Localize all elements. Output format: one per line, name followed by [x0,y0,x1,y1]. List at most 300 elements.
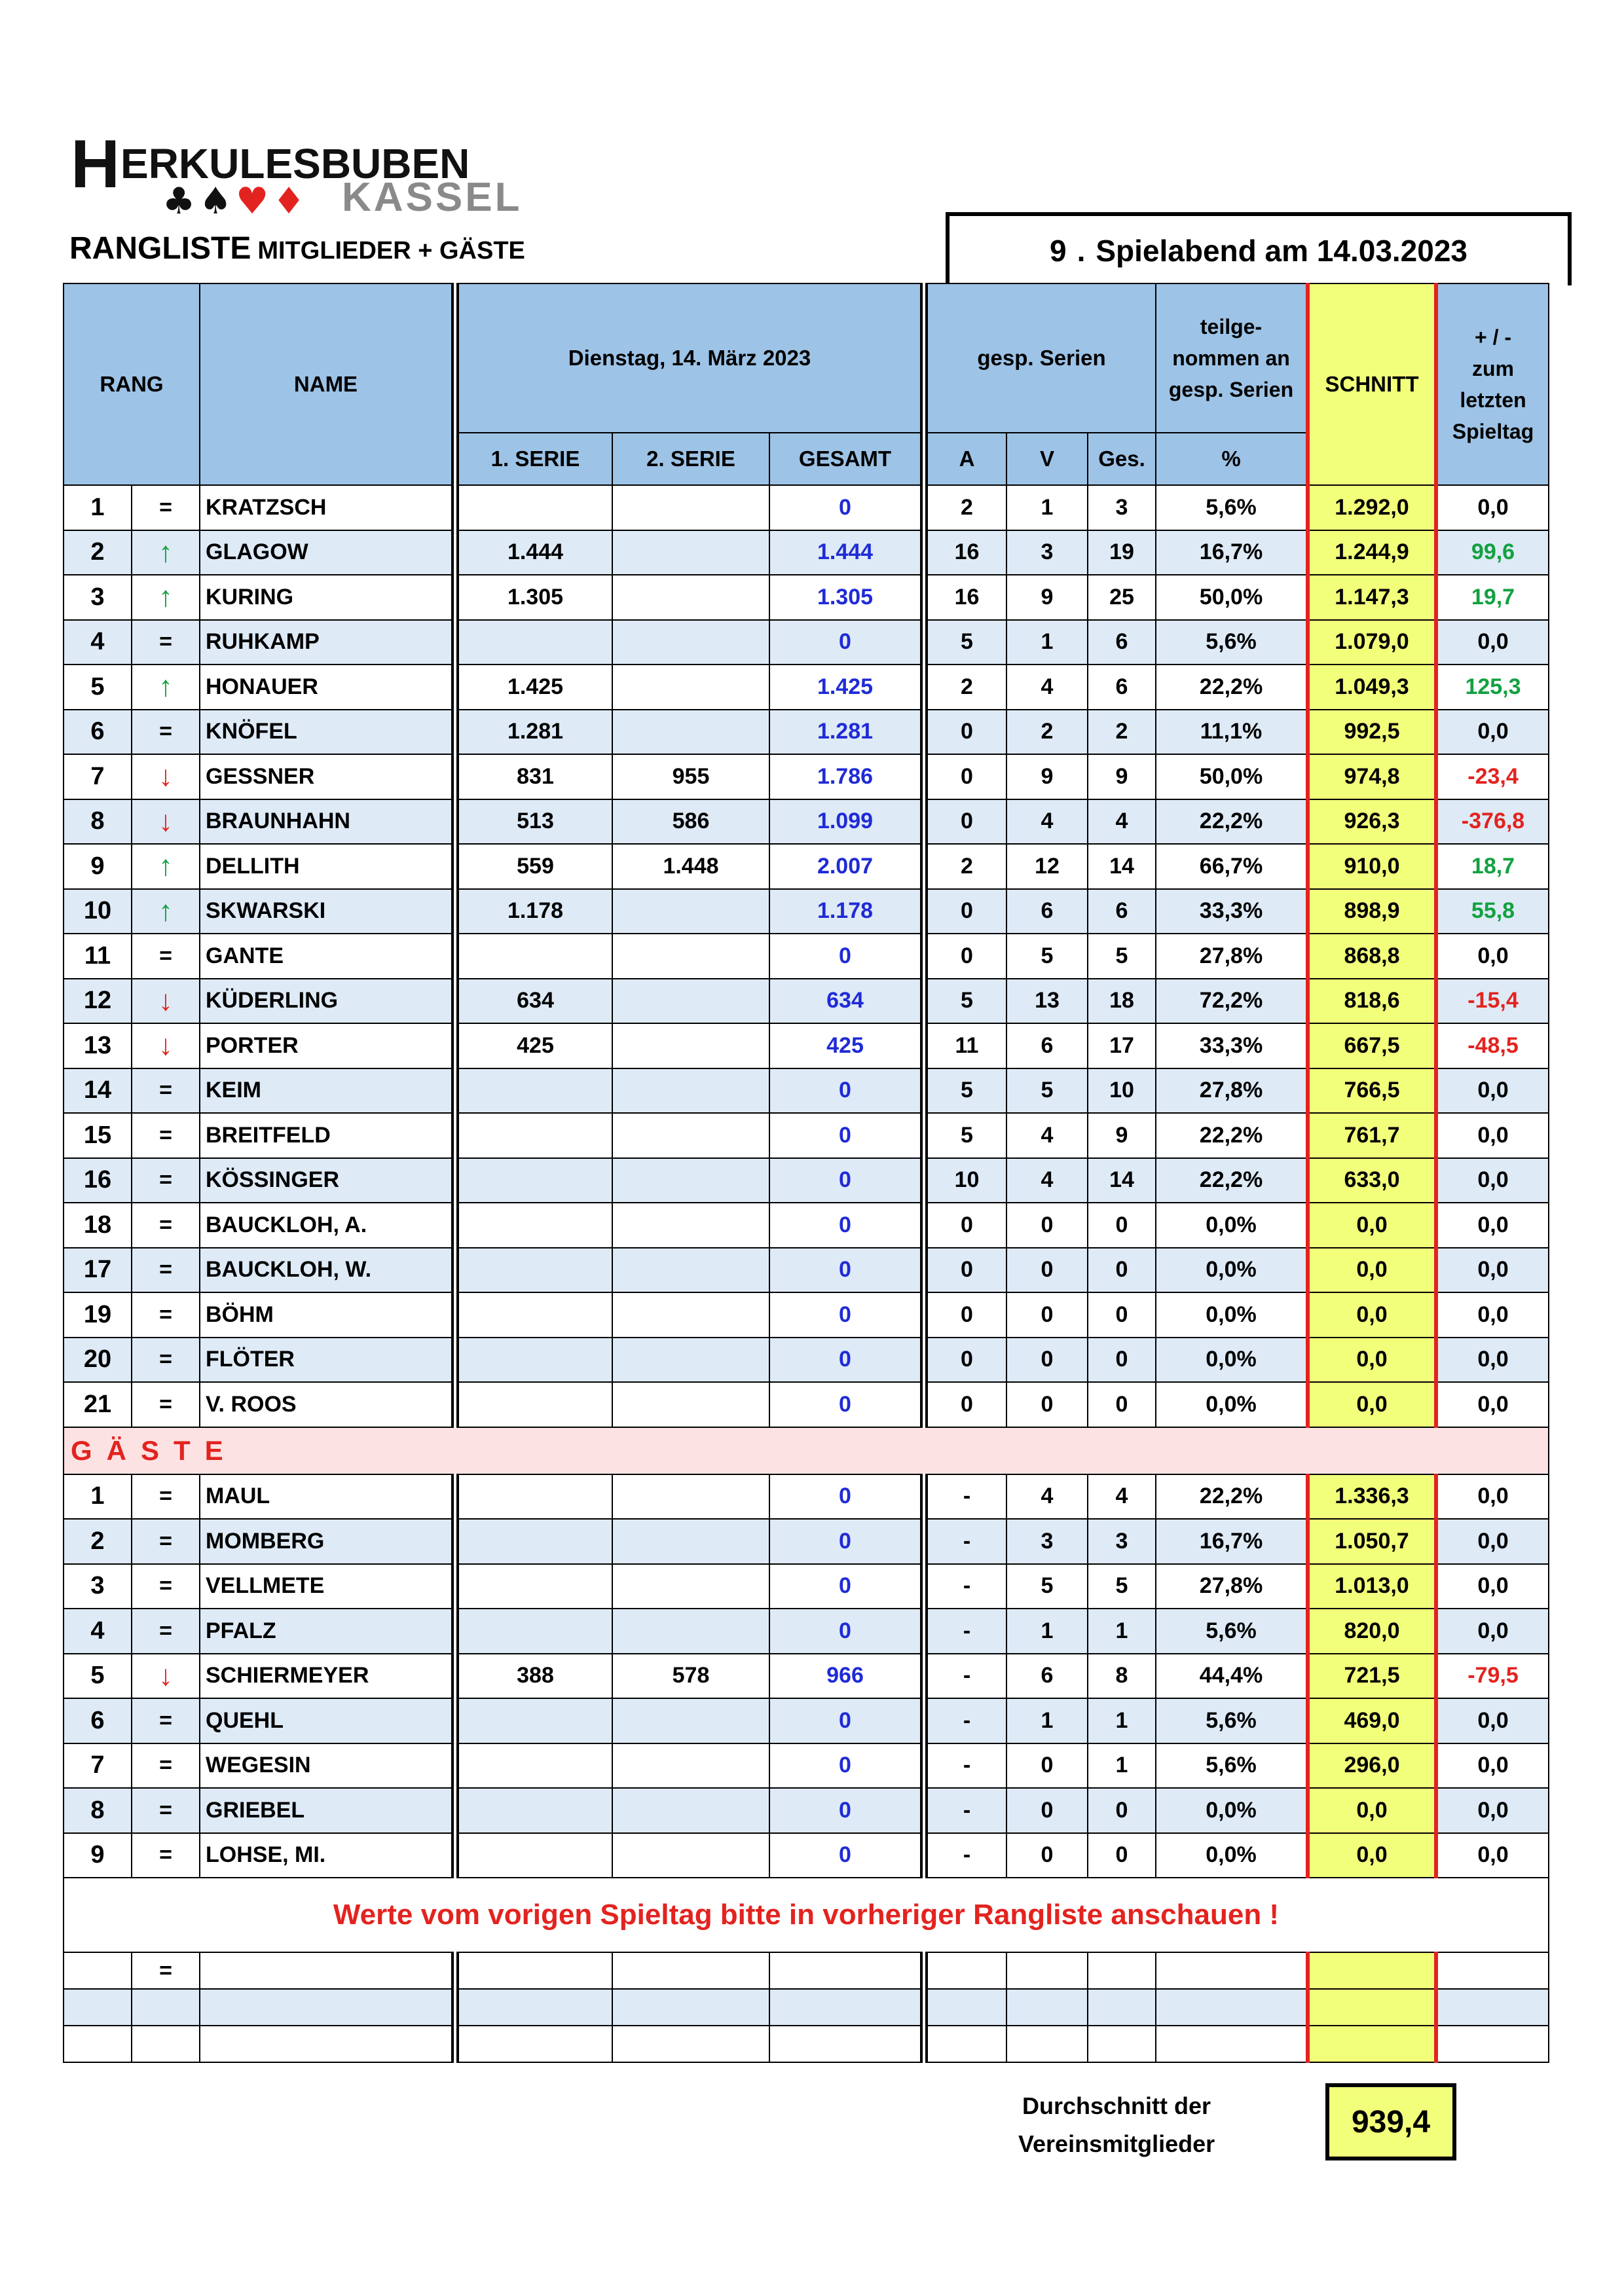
serie2-cell [612,1564,769,1609]
member-row [64,710,1549,755]
ges-cell: 4 [1088,799,1156,845]
pct-cell: 22,2% [1156,665,1308,710]
arrow-down-icon: ↓ [158,760,173,793]
ges-cell [1088,2026,1156,2062]
schnitt-cell: 0,0 [1308,1292,1436,1338]
a-cell: 2 [924,485,1006,530]
a-cell: - [924,1609,1006,1654]
serie2-cell [612,485,769,530]
pct-cell: 27,8% [1156,1068,1308,1114]
trend-cell [132,1068,200,1114]
rang-cell: 20 [64,1338,132,1383]
trend-cell [132,620,200,665]
serie2-cell [612,1474,769,1520]
equal-icon: = [159,1122,172,1148]
a-cell: 0 [924,1338,1006,1383]
gesamt-cell: 0 [769,1474,924,1520]
name-cell: LOHSE, MI. [200,1833,455,1878]
plus-minus-cell [1436,1989,1549,2026]
gesamt-cell: 0 [769,1382,924,1427]
serie2-cell [612,1248,769,1293]
a-cell: 0 [924,1292,1006,1338]
header-pct: % [1156,433,1308,485]
v-cell: 4 [1006,1474,1088,1520]
pct-cell: 27,8% [1156,934,1308,979]
member-row [64,665,1549,710]
pct-cell: 11,1% [1156,710,1308,755]
serie1-cell [455,1698,612,1743]
header-name: NAME [200,283,455,485]
v-cell: 1 [1006,620,1088,665]
pct-cell: 22,2% [1156,1474,1308,1520]
plus-minus-cell: 99,6 [1436,530,1549,575]
serie2-cell [612,1292,769,1338]
equal-icon: = [159,1167,172,1193]
trend-cell [132,1292,200,1338]
name-cell: WEGESIN [200,1743,455,1789]
pct-cell: 72,2% [1156,979,1308,1024]
equal-icon: = [159,1753,172,1778]
rang-cell: 6 [64,710,132,755]
plus-minus-cell [1436,1952,1549,1989]
v-cell: 9 [1006,754,1088,799]
v-cell: 4 [1006,1158,1088,1203]
ges-cell: 19 [1088,530,1156,575]
serie1-cell [455,1952,612,1989]
name-cell: MOMBERG [200,1519,455,1564]
name-cell: V. ROOS [200,1382,455,1427]
plus-minus-cell: 0,0 [1436,485,1549,530]
schnitt-cell: 1.147,3 [1308,575,1436,620]
serie1-cell: 1.444 [455,530,612,575]
plus-minus-cell [1436,2026,1549,2062]
guest-row [64,1788,1549,1833]
name-cell [200,1952,455,1989]
pct-cell: 5,6% [1156,1609,1308,1654]
v-cell: 12 [1006,844,1088,889]
rang-cell: 16 [64,1158,132,1203]
schnitt-cell: 926,3 [1308,799,1436,845]
plus-minus-cell: -79,5 [1436,1654,1549,1699]
serie2-cell [612,1743,769,1789]
trend-cell [132,1989,200,2026]
rang-cell: 3 [64,1564,132,1609]
pct-cell: 0,0% [1156,1833,1308,1878]
spielabend-text: Spielabend am 14.03.2023 [1096,234,1468,268]
gesamt-cell: 0 [769,1609,924,1654]
rang-cell: 6 [64,1698,132,1743]
serie1-cell: 513 [455,799,612,845]
guest-row [64,1519,1549,1564]
name-cell: HONAUER [200,665,455,710]
schnitt-cell: 0,0 [1308,1833,1436,1878]
v-cell: 5 [1006,1564,1088,1609]
plus-minus-cell: 55,8 [1436,889,1549,934]
pct-cell [1156,2026,1308,2062]
pct-cell: 5,6% [1156,485,1308,530]
serie1-cell: 634 [455,979,612,1024]
name-cell: KEIM [200,1068,455,1114]
a-cell: - [924,1519,1006,1564]
ranking-body [64,485,1549,2062]
rang-cell: 5 [64,665,132,710]
serie2-cell [612,1068,769,1114]
serie2-cell [612,665,769,710]
a-cell: 0 [924,1248,1006,1293]
plus-minus-cell: 0,0 [1436,1068,1549,1114]
plus-minus-cell: -48,5 [1436,1023,1549,1068]
serie2-cell [612,1698,769,1743]
serie2-cell [612,1952,769,1989]
pct-cell: 0,0% [1156,1203,1308,1248]
a-cell: 2 [924,844,1006,889]
header-date: Dienstag, 14. März 2023 [455,283,924,433]
header-ges: Ges. [1088,433,1156,485]
serie2-cell: 578 [612,1654,769,1699]
v-cell [1006,1989,1088,2026]
average-label-line1: Durchschnitt der [1022,2092,1211,2119]
header-teilgenommen-line3: gesp. Serien [1168,378,1294,401]
name-cell: GANTE [200,934,455,979]
arrow-up-icon: ↑ [158,894,173,927]
schnitt-cell: 721,5 [1308,1654,1436,1699]
schnitt-cell [1308,1952,1436,1989]
schnitt-cell: 992,5 [1308,710,1436,755]
rang-cell: 11 [64,934,132,979]
trend-cell [132,1698,200,1743]
serie2-cell [612,1519,769,1564]
a-cell: - [924,1833,1006,1878]
a-cell: 5 [924,1068,1006,1114]
pct-cell: 50,0% [1156,754,1308,799]
serie1-cell: 425 [455,1023,612,1068]
pct-cell: 0,0% [1156,1382,1308,1427]
gesamt-cell [769,1952,924,1989]
trend-cell [132,844,200,889]
plus-minus-cell: 0,0 [1436,1743,1549,1789]
v-cell [1006,1952,1088,1989]
a-cell: - [924,1788,1006,1833]
trend-cell [132,1248,200,1293]
pct-cell: 16,7% [1156,530,1308,575]
empty-row [64,1952,1549,1989]
a-cell: 11 [924,1023,1006,1068]
gesamt-cell: 0 [769,1564,924,1609]
serie2-cell [612,1113,769,1158]
plus-minus-cell: 0,0 [1436,1698,1549,1743]
trend-cell [132,1474,200,1520]
guests-section-row [64,1427,1549,1474]
serie1-cell [455,1743,612,1789]
spielabend-dot: . [1077,234,1086,268]
gesamt-cell: 1.281 [769,710,924,755]
ges-cell: 3 [1088,485,1156,530]
name-cell: RUHKAMP [200,620,455,665]
gesamt-cell: 1.305 [769,575,924,620]
name-cell: KRATZSCH [200,485,455,530]
trend-cell [132,530,200,575]
header-v: V [1006,433,1088,485]
plus-minus-cell: 19,7 [1436,575,1549,620]
gesamt-cell: 1.786 [769,754,924,799]
member-row [64,1068,1549,1114]
serie1-cell [455,1113,612,1158]
gesamt-cell: 0 [769,1833,924,1878]
trend-cell [132,485,200,530]
empty-row [64,1989,1549,2026]
v-cell: 9 [1006,575,1088,620]
serie2-cell [612,1203,769,1248]
equal-icon: = [159,494,172,520]
v-cell: 2 [1006,710,1088,755]
gesamt-cell: 0 [769,1338,924,1383]
gesamt-cell: 0 [769,1788,924,1833]
name-cell: BAUCKLOH, W. [200,1248,455,1293]
schnitt-cell: 974,8 [1308,754,1436,799]
equal-icon: = [159,1484,172,1509]
serie2-cell [612,1833,769,1878]
gesamt-cell: 1.425 [769,665,924,710]
ges-cell: 17 [1088,1023,1156,1068]
ges-cell: 8 [1088,1654,1156,1699]
ges-cell: 3 [1088,1519,1156,1564]
schnitt-cell: 1.050,7 [1308,1519,1436,1564]
member-row [64,844,1549,889]
arrow-down-icon: ↓ [158,805,173,837]
a-cell: 10 [924,1158,1006,1203]
gesamt-cell: 1.444 [769,530,924,575]
serie2-cell [612,934,769,979]
plus-minus-cell: 0,0 [1436,1382,1549,1427]
trend-cell [132,1564,200,1609]
schnitt-cell: 0,0 [1308,1203,1436,1248]
a-cell: 5 [924,979,1006,1024]
rang-cell: 17 [64,1248,132,1293]
schnitt-cell: 0,0 [1308,1382,1436,1427]
equal-icon: = [159,1618,172,1643]
schnitt-cell: 667,5 [1308,1023,1436,1068]
ges-cell: 25 [1088,575,1156,620]
arrow-down-icon: ↓ [158,1029,173,1062]
name-cell: GESSNER [200,754,455,799]
trend-cell [132,575,200,620]
member-row [64,620,1549,665]
rang-cell: 12 [64,979,132,1024]
pct-cell: 5,6% [1156,620,1308,665]
plus-minus-cell: 0,0 [1436,1474,1549,1520]
note-row [64,1878,1549,1952]
gesamt-cell: 966 [769,1654,924,1699]
v-cell: 4 [1006,799,1088,845]
rang-cell: 13 [64,1023,132,1068]
rang-cell [64,1952,132,1989]
plus-minus-cell: 0,0 [1436,1788,1549,1833]
rang-cell: 4 [64,620,132,665]
herkulesbuben-logo [71,137,595,216]
v-cell [1006,2026,1088,2062]
a-cell [924,1989,1006,2026]
header-pm-line4: Spieltag [1452,420,1534,443]
rang-cell: 8 [64,1788,132,1833]
arrow-down-icon: ↓ [158,1659,173,1692]
header-pm-line2: zum [1472,357,1514,380]
header-schnitt: SCHNITT [1308,283,1436,485]
header-pm-line3: letzten [1460,388,1526,412]
ges-cell: 2 [1088,710,1156,755]
page-title [69,230,525,266]
ges-cell: 9 [1088,754,1156,799]
header-gesp-serien: gesp. Serien [924,283,1156,433]
gesamt-cell: 0 [769,1292,924,1338]
serie2-cell [612,1989,769,2026]
v-cell: 0 [1006,1382,1088,1427]
schnitt-cell: 633,0 [1308,1158,1436,1203]
schnitt-cell: 1.336,3 [1308,1474,1436,1520]
trend-cell [132,1382,200,1427]
logo-line2: KASSEL [342,175,523,216]
name-cell: BREITFELD [200,1113,455,1158]
gesamt-cell: 0 [769,1698,924,1743]
serie2-cell [612,620,769,665]
serie1-cell: 1.425 [455,665,612,710]
trend-cell [132,979,200,1024]
trend-cell [132,1788,200,1833]
ges-cell: 10 [1088,1068,1156,1114]
schnitt-cell: 1.292,0 [1308,485,1436,530]
member-row [64,979,1549,1024]
ges-cell: 0 [1088,1248,1156,1293]
arrow-up-icon: ↑ [158,536,173,568]
v-cell: 0 [1006,1203,1088,1248]
plus-minus-cell: 0,0 [1436,1833,1549,1878]
serie2-cell: 586 [612,799,769,845]
trend-cell [132,665,200,710]
rang-cell: 5 [64,1654,132,1699]
serie1-cell [455,1989,612,2026]
v-cell: 0 [1006,1292,1088,1338]
rang-cell: 19 [64,1292,132,1338]
serie1-cell [455,1564,612,1609]
ranking-table [63,283,1549,2063]
schnitt-cell: 766,5 [1308,1068,1436,1114]
guest-row [64,1698,1549,1743]
member-row [64,889,1549,934]
ges-cell: 6 [1088,620,1156,665]
serie1-cell [455,1338,612,1383]
name-cell: KÖSSINGER [200,1158,455,1203]
plus-minus-cell: 0,0 [1436,934,1549,979]
equal-icon: = [159,1391,172,1417]
v-cell: 6 [1006,889,1088,934]
serie2-cell [612,710,769,755]
ges-cell: 6 [1088,665,1156,710]
serie1-cell: 831 [455,754,612,799]
schnitt-cell: 761,7 [1308,1113,1436,1158]
member-row [64,1292,1549,1338]
a-cell: 0 [924,1203,1006,1248]
equal-icon: = [159,1573,172,1599]
serie1-cell: 559 [455,844,612,889]
plus-minus-cell: 0,0 [1436,1292,1549,1338]
schnitt-cell: 296,0 [1308,1743,1436,1789]
gesamt-cell: 0 [769,620,924,665]
v-cell: 13 [1006,979,1088,1024]
gesamt-cell [769,1989,924,2026]
a-cell: - [924,1654,1006,1699]
a-cell: 0 [924,799,1006,845]
v-cell: 6 [1006,1654,1088,1699]
arrow-down-icon: ↓ [158,984,173,1017]
equal-icon: = [159,1707,172,1733]
serie2-cell [612,2026,769,2062]
ges-cell: 0 [1088,1338,1156,1383]
title-main: RANGLISTE [69,231,251,266]
ges-cell: 1 [1088,1698,1156,1743]
v-cell: 4 [1006,1113,1088,1158]
schnitt-cell: 898,9 [1308,889,1436,934]
trend-cell [132,1833,200,1878]
rang-cell: 18 [64,1203,132,1248]
gesamt-cell: 0 [769,1203,924,1248]
serie1-cell [455,1203,612,1248]
trend-cell [132,1203,200,1248]
ges-cell: 0 [1088,1788,1156,1833]
trend-cell [132,1609,200,1654]
member-row [64,1382,1549,1427]
schnitt-cell: 1.079,0 [1308,620,1436,665]
v-cell: 3 [1006,530,1088,575]
plus-minus-cell: 18,7 [1436,844,1549,889]
member-row [64,575,1549,620]
arrow-up-icon: ↑ [158,670,173,703]
pct-cell: 33,3% [1156,889,1308,934]
member-row [64,1338,1549,1383]
ges-cell: 4 [1088,1474,1156,1520]
serie2-cell [612,1158,769,1203]
gesamt-cell: 2.007 [769,844,924,889]
schnitt-cell [1308,2026,1436,2062]
ges-cell: 1 [1088,1609,1156,1654]
v-cell: 1 [1006,1609,1088,1654]
equal-icon: = [159,719,172,744]
plus-minus-cell: 0,0 [1436,710,1549,755]
serie2-cell [612,1609,769,1654]
rang-cell: 3 [64,575,132,620]
trend-cell [132,2026,200,2062]
plus-minus-cell: 0,0 [1436,1158,1549,1203]
v-cell: 0 [1006,1833,1088,1878]
rang-cell: 1 [64,1474,132,1520]
ges-cell: 6 [1088,889,1156,934]
spielabend-header [946,212,1572,285]
trend-cell [132,1023,200,1068]
serie2-cell [612,889,769,934]
v-cell: 0 [1006,1743,1088,1789]
rang-cell: 7 [64,1743,132,1789]
v-cell: 4 [1006,665,1088,710]
plus-minus-cell: 0,0 [1436,1519,1549,1564]
name-cell: KURING [200,575,455,620]
name-cell: FLÖTER [200,1338,455,1383]
trend-cell [132,934,200,979]
serie2-cell [612,1382,769,1427]
plus-minus-cell: 0,0 [1436,1609,1549,1654]
schnitt-cell: 1.013,0 [1308,1564,1436,1609]
rang-cell [64,2026,132,2062]
pct-cell: 0,0% [1156,1248,1308,1293]
name-cell [200,2026,455,2062]
gesamt-cell: 0 [769,1158,924,1203]
